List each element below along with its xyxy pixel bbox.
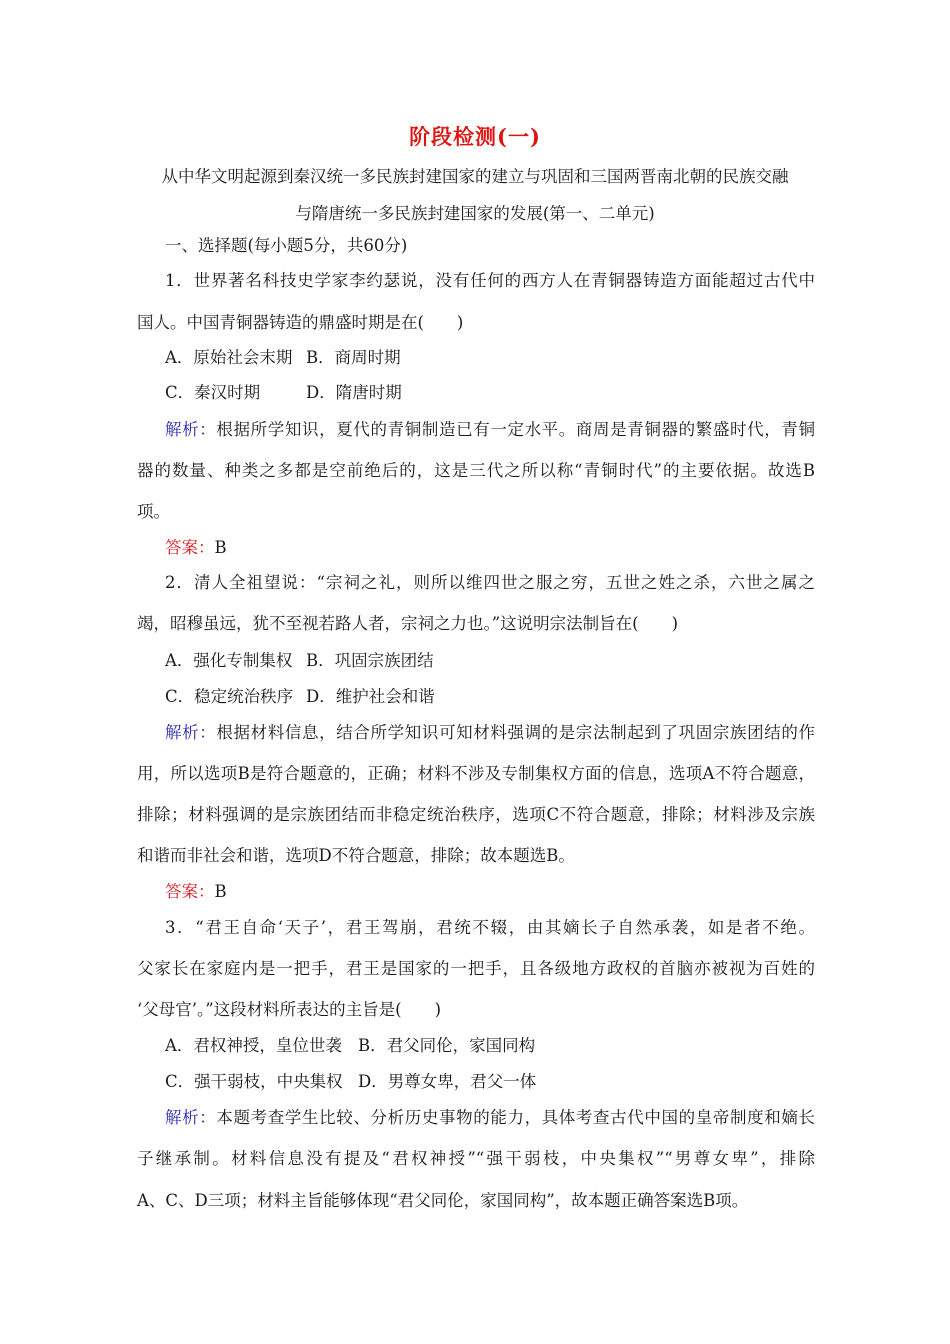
question-stem-line: 3．“君王自命‘天子’，君王驾崩，君统不辍，由其嫡长子自然承袭，如是者不绝。 <box>165 918 815 937</box>
question-stem-line: 2．清人全祖望说：“宗祠之礼，则所以维四世之服之穷，五世之姓之杀，六世之属之 <box>165 573 815 592</box>
question-stem-line: 竭，昭穆虽远，犹不至视若路人者，宗祠之力也。”这说明宗法制旨在( ) <box>137 614 679 633</box>
option-c: C．稳定统治秩序 <box>165 687 294 706</box>
analysis-line: 和谐而非社会和谐，选项D不符合题意，排除；故本题选B。 <box>137 846 575 865</box>
option-a: A．强化专制集权 <box>165 651 293 670</box>
answer-line <box>165 881 227 903</box>
option-c: C．强干弱枝，中央集权 <box>165 1072 343 1091</box>
analysis-text: 根据所学知识，夏代的青铜制造已有一定水平。商周是青铜器的繁盛时代，青铜 <box>216 420 816 439</box>
answer-value: B <box>214 882 227 901</box>
option-c: C．秦汉时期 <box>165 383 261 402</box>
question-stem-line: 父家长在家庭内是一把手，君王是国家的一把手，且各级地方政权的首脑亦被视为百姓的 <box>137 959 815 978</box>
option-a: A．原始社会末期 <box>165 348 293 367</box>
page-title: 阶段检测(一) <box>409 124 541 149</box>
option-d: D．男尊女卑，君父一体 <box>358 1072 537 1091</box>
answer-value: B <box>214 538 227 557</box>
question-stem-line: ‘父母官’。”这段材料所表达的主旨是( ) <box>137 1000 442 1019</box>
analysis-line <box>165 1107 815 1129</box>
question-stem-line: 国人。中国青铜器铸造的鼎盛时期是在( ) <box>137 313 464 332</box>
analysis-text: 本题考查学生比较、分析历史事物的能力，具体考查古代中国的皇帝制度和嫡长 <box>216 1108 816 1127</box>
option-a: A．君权神授，皇位世袭 <box>165 1036 342 1055</box>
analysis-label: 解析： <box>165 723 217 742</box>
analysis-label: 解析： <box>165 420 217 439</box>
answer-label: 答案： <box>165 882 215 901</box>
analysis-line: 用，所以选项B是符合题意的，正确；材料不涉及专制集权方面的信息，选项A不符合题意， <box>137 764 815 783</box>
option-d: D．隋唐时期 <box>306 383 402 402</box>
analysis-line <box>165 722 815 744</box>
question-stem-line: 1．世界著名科技史学家李约瑟说，没有任何的西方人在青铜器铸造方面能超过古代中 <box>165 271 815 290</box>
section-heading: 一、选择题(每小题5分，共60分) <box>165 236 408 255</box>
answer-label: 答案： <box>165 538 215 557</box>
subtitle-line-2: 与隋唐统一多民族封建国家的发展(第一、二单元) <box>295 204 655 223</box>
analysis-text: 根据材料信息，结合所学知识可知材料强调的是宗法制起到了巩固宗族团结的作 <box>216 723 816 742</box>
analysis-line: A、C、D三项；材料主旨能够体现“君父同伦，家国同构”，故本题正确答案选B项。 <box>137 1191 749 1210</box>
option-b: B．商周时期 <box>306 348 401 367</box>
analysis-label: 解析： <box>165 1108 217 1127</box>
analysis-line: 排除；材料强调的是宗族团结而非稳定统治秩序，选项C不符合题意，排除；材料涉及宗族 <box>137 805 815 824</box>
analysis-line: 项。 <box>137 502 170 521</box>
option-b: B．巩固宗族团结 <box>306 651 434 670</box>
option-d: D．维护社会和谐 <box>306 687 435 706</box>
analysis-line <box>165 419 815 441</box>
option-b: B．君父同伦，家国同构 <box>358 1036 536 1055</box>
subtitle-line-1: 从中华文明起源到秦汉统一多民族封建国家的建立与巩固和三国两晋南北朝的民族交融 <box>161 167 789 186</box>
analysis-line: 子继承制。材料信息没有提及“君权神授”“强干弱枝，中央集权”“男尊女卑”，排除 <box>137 1149 815 1168</box>
analysis-line: 器的数量、种类之多都是空前绝后的，这是三代之所以称“青铜时代”的主要依据。故选B <box>137 461 815 480</box>
answer-line <box>165 537 227 559</box>
